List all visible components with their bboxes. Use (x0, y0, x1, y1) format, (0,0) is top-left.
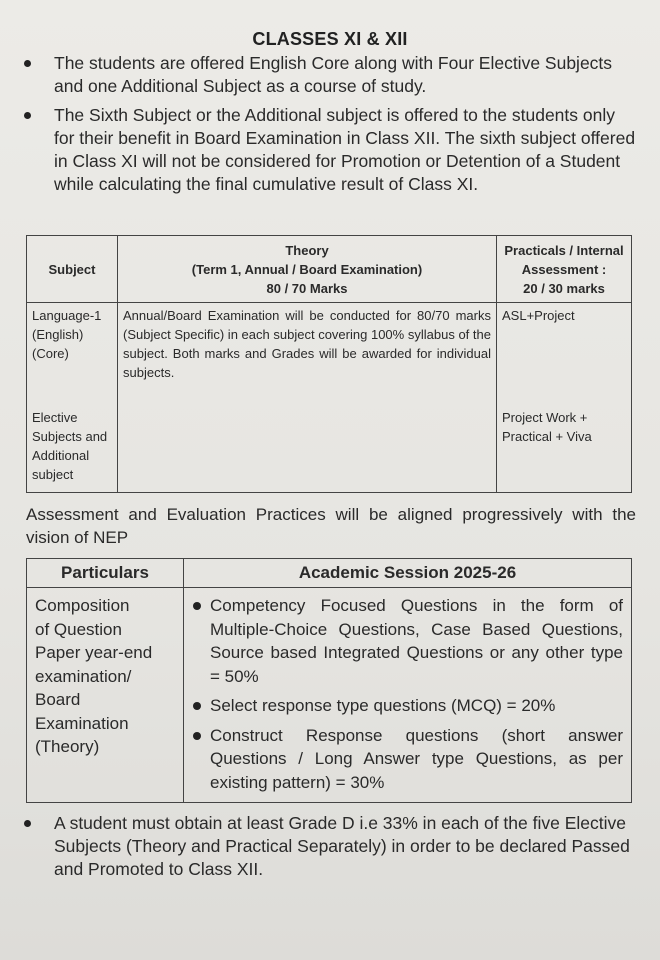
marks-table-header (27, 236, 632, 303)
header-session: Academic Session 2025-26 (184, 559, 632, 588)
practicals-line: Project Work + (502, 409, 588, 425)
intro-bullets (24, 52, 639, 202)
particulars-cell (27, 588, 184, 803)
subject-line: subject (32, 466, 74, 482)
list-item-text: Competency Focused Questions in the form of Multiple-Choice Questions, Case Based Questions, Source based Integrated Questions or any other type = 50% (210, 596, 623, 686)
table-row (27, 390, 632, 493)
theory-cell (118, 390, 497, 493)
particulars-line: Examination (35, 713, 129, 733)
bullet-icon (24, 112, 31, 119)
session-cell (184, 588, 632, 803)
header-theory-line: Theory (285, 242, 329, 258)
header-theory (118, 236, 497, 303)
particulars-line: Composition (35, 596, 130, 615)
header-subject: Subject (27, 236, 118, 303)
subject-cell (27, 390, 118, 493)
list-item (192, 594, 623, 688)
bullet-item (24, 52, 639, 98)
bullet-text: The Sixth Subject or the Additional subject is offered to the students only for their benefit in Board Examination in Class XII. The sixth subject offered in Class XI will not be considered for Promotion or Detention of a Student while calculating the final cumulative result of Class XI. (54, 105, 636, 194)
bullet-icon (24, 60, 31, 67)
subject-line: (Core) (32, 346, 69, 361)
bullet-icon (193, 702, 201, 710)
bullet-icon (24, 820, 31, 827)
table-row (27, 303, 632, 390)
header-practicals (497, 236, 632, 303)
practicals-cell: ASL+Project (497, 303, 632, 390)
page-heading: CLASSES XI & XII (252, 29, 408, 49)
particulars-line: Board (35, 690, 81, 709)
particulars-line: examination/ (35, 666, 132, 686)
bullet-text: A student must obtain at least Grade D i.e 33% in each of the five Elective Subjects (Theory and Practical Separately) in order to be declared Passed and Promoted to Class XII. (54, 813, 630, 879)
subject-line: Subjects and (32, 428, 108, 444)
practicals-line: Practical + Viva (502, 428, 592, 444)
bullet-item (24, 812, 634, 881)
header-theory-line: (Term 1, Annual / Board Examination) (191, 261, 423, 277)
header-practicals-line: 20 / 30 marks (523, 280, 605, 296)
bullet-text: The students are offered English Core along with Four Elective Subjects and one Additional Subject as a course of study. (54, 53, 613, 96)
subject-line: Elective (32, 409, 78, 425)
subject-line: (English) (32, 327, 84, 342)
particulars-line: Paper year-end (35, 643, 153, 662)
list-item-text: Select response type questions (MCQ) = 20% (210, 696, 556, 715)
bullet-icon (193, 602, 201, 610)
list-item (192, 694, 623, 718)
theory-cell: Annual/Board Examination will be conducted for 80/70 marks (Subject Specific) in each subject covering 100% syllabus of the subject. Both marks and Grades will be awarded for individual subjects. (118, 303, 497, 390)
list-item (192, 724, 623, 795)
particulars-line: of Question (35, 619, 122, 639)
final-bullet-block (24, 812, 634, 887)
practicals-cell (497, 390, 632, 493)
marks-table (26, 235, 632, 493)
session-table (26, 558, 632, 803)
subject-line: Language-1 (32, 308, 102, 323)
session-table-header (27, 559, 632, 588)
subject-cell (27, 303, 118, 390)
bullet-icon (193, 732, 201, 740)
subject-line: Additional (32, 447, 90, 463)
header-particulars: Particulars (27, 559, 184, 588)
particulars-line: (Theory) (35, 737, 100, 756)
bullet-item (24, 104, 639, 196)
assessment-paragraph: Assessment and Evaluation Practices will be aligned progressively with the vision of NEP (26, 505, 636, 547)
header-practicals-line: Practicals / Internal (504, 242, 624, 258)
table-row (27, 588, 632, 803)
header-theory-line: 80 / 70 Marks (266, 280, 348, 296)
session-list (192, 594, 623, 794)
list-item-text: Construct Response questions (short answer Questions / Long Answer type Questions, as per existing pattern) = 30% (210, 725, 623, 792)
header-practicals-line: Assessment : (521, 261, 607, 277)
